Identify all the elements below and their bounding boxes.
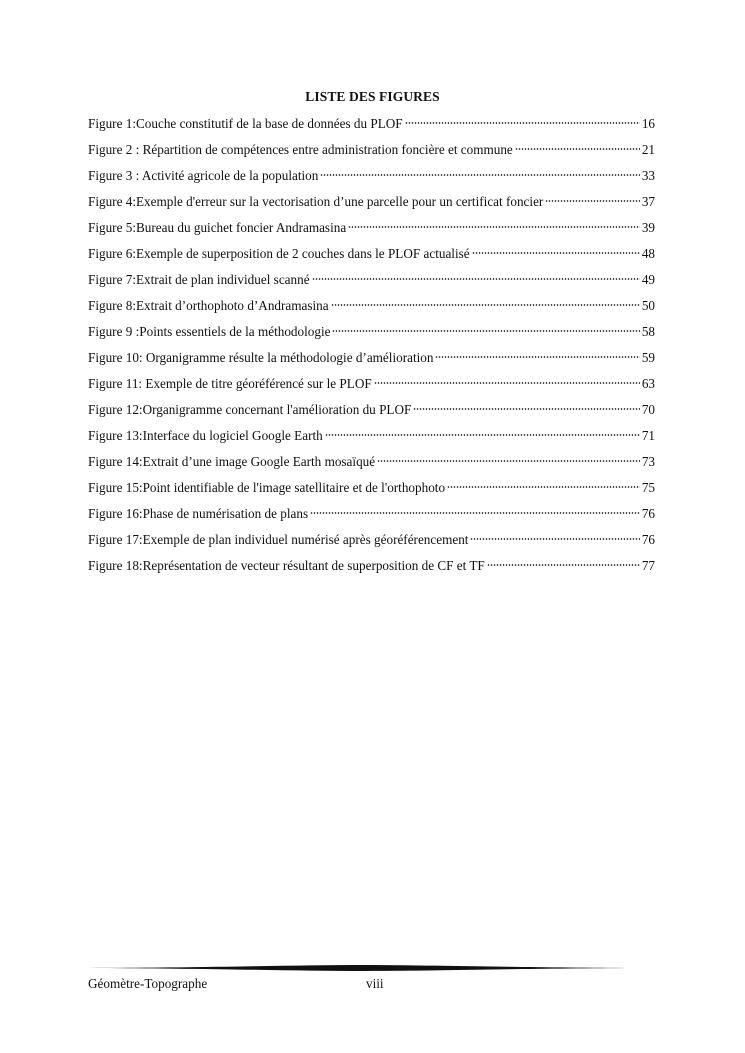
figure-entry-page: 33 bbox=[641, 168, 655, 183]
dot-leader bbox=[320, 173, 639, 177]
figure-entry-page: 50 bbox=[641, 298, 655, 313]
footer-rule bbox=[88, 964, 642, 972]
figure-entry-label: Figure 6:Exemple de superposition de 2 couches dans le PLOF actualisé bbox=[88, 246, 470, 261]
figure-entry-label: Figure 8:Extrait d’orthophoto d’Andramasina bbox=[88, 298, 329, 313]
figure-entry-page: 76 bbox=[641, 506, 655, 521]
figure-entry-page: 71 bbox=[641, 428, 655, 443]
figure-entry[interactable] bbox=[88, 558, 655, 584]
figure-entry-label: Figure 18:Représentation de vecteur résultant de superposition de CF et TF bbox=[88, 558, 485, 573]
figure-entry-label: Figure 10: Organigramme résulte la méthodologie d’amélioration bbox=[88, 350, 434, 365]
dot-leader bbox=[348, 225, 640, 229]
figure-entry[interactable] bbox=[88, 350, 655, 376]
figure-entry-page: 59 bbox=[641, 350, 655, 365]
dot-leader bbox=[470, 537, 639, 541]
figure-entry[interactable] bbox=[88, 272, 655, 298]
dot-leader bbox=[377, 459, 640, 463]
figure-list bbox=[88, 116, 655, 584]
figure-entry[interactable] bbox=[88, 116, 655, 142]
figure-entry[interactable] bbox=[88, 428, 655, 454]
figure-entry-label: Figure 9 :Points essentiels de la méthodologie bbox=[88, 324, 331, 339]
figure-entry-page: 49 bbox=[641, 272, 655, 287]
figure-entry-page: 76 bbox=[641, 532, 655, 547]
figure-entry-page: 48 bbox=[641, 246, 655, 261]
figure-entry-page: 21 bbox=[641, 142, 655, 157]
dot-leader bbox=[310, 511, 640, 515]
figure-entry-label: Figure 13:Interface du logiciel Google Earth bbox=[88, 428, 323, 443]
dot-leader bbox=[487, 563, 640, 567]
figure-entry-label: Figure 3 : Activité agricole de la population bbox=[88, 168, 319, 183]
figure-entry-page: 73 bbox=[641, 454, 655, 469]
page-title: LISTE DES FIGURES bbox=[305, 89, 440, 104]
dot-leader bbox=[413, 407, 639, 411]
figure-entry[interactable] bbox=[88, 324, 655, 350]
figure-entry[interactable] bbox=[88, 480, 655, 506]
dot-leader bbox=[515, 147, 640, 151]
dot-leader bbox=[312, 277, 640, 281]
dot-leader bbox=[332, 329, 639, 333]
figure-entry-page: 16 bbox=[641, 116, 655, 131]
figure-entry-label: Figure 7:Extrait de plan individuel scanné bbox=[88, 272, 310, 287]
dot-leader bbox=[447, 485, 640, 489]
figure-entry[interactable] bbox=[88, 402, 655, 428]
dot-leader bbox=[374, 381, 640, 385]
figure-entry[interactable] bbox=[88, 246, 655, 272]
figure-entry[interactable] bbox=[88, 298, 655, 324]
figure-entry-page: 58 bbox=[641, 324, 655, 339]
figure-entry-page: 70 bbox=[641, 402, 655, 417]
figure-entry-label: Figure 4:Exemple d'erreur sur la vectorisation d’une parcelle pour un certificat foncier bbox=[88, 194, 544, 209]
dot-leader bbox=[435, 355, 639, 359]
figure-entry-page: 63 bbox=[641, 376, 655, 391]
figure-entry-page: 37 bbox=[641, 194, 655, 209]
figure-entry-label: Figure 1:Couche constitutif de la base de données du PLOF bbox=[88, 116, 403, 131]
figure-entry[interactable] bbox=[88, 194, 655, 220]
dot-leader bbox=[472, 251, 640, 255]
footer-label: Géomètre-Topographe bbox=[88, 976, 208, 991]
figure-entry-label: Figure 5:Bureau du guichet foncier Andramasina bbox=[88, 220, 347, 235]
figure-entry[interactable] bbox=[88, 168, 655, 194]
figure-entry-page: 39 bbox=[641, 220, 655, 235]
figure-entry[interactable] bbox=[88, 454, 655, 480]
figure-entry-label: Figure 17:Exemple de plan individuel numérisé après géoréférencement bbox=[88, 532, 469, 547]
dot-leader bbox=[325, 433, 640, 437]
figure-entry[interactable] bbox=[88, 506, 655, 532]
figure-entry-label: Figure 15:Point identifiable de l'image satellitaire et de l'orthophoto bbox=[88, 480, 446, 495]
figure-entry-page: 75 bbox=[641, 480, 655, 495]
figure-entry-label: Figure 2 : Répartition de compétences entre administration foncière et commune bbox=[88, 142, 513, 157]
figure-entry[interactable] bbox=[88, 376, 655, 402]
figure-entry-label: Figure 16:Phase de numérisation de plans bbox=[88, 506, 309, 521]
figure-entry[interactable] bbox=[88, 142, 655, 168]
figure-entry-label: Figure 12:Organigramme concernant l'amélioration du PLOF bbox=[88, 402, 412, 417]
dot-leader bbox=[405, 121, 640, 125]
dot-leader bbox=[545, 199, 639, 203]
figure-entry-page: 77 bbox=[641, 558, 655, 573]
figure-entry-label: Figure 14:Extrait d’une image Google Earth mosaïqué bbox=[88, 454, 376, 469]
figure-entry-label: Figure 11: Exemple de titre géoréférencé sur le PLOF bbox=[88, 376, 372, 391]
figure-entry[interactable] bbox=[88, 220, 655, 246]
figure-entry[interactable] bbox=[88, 532, 655, 558]
dot-leader bbox=[331, 303, 640, 307]
footer-page-number: viii bbox=[366, 976, 384, 991]
